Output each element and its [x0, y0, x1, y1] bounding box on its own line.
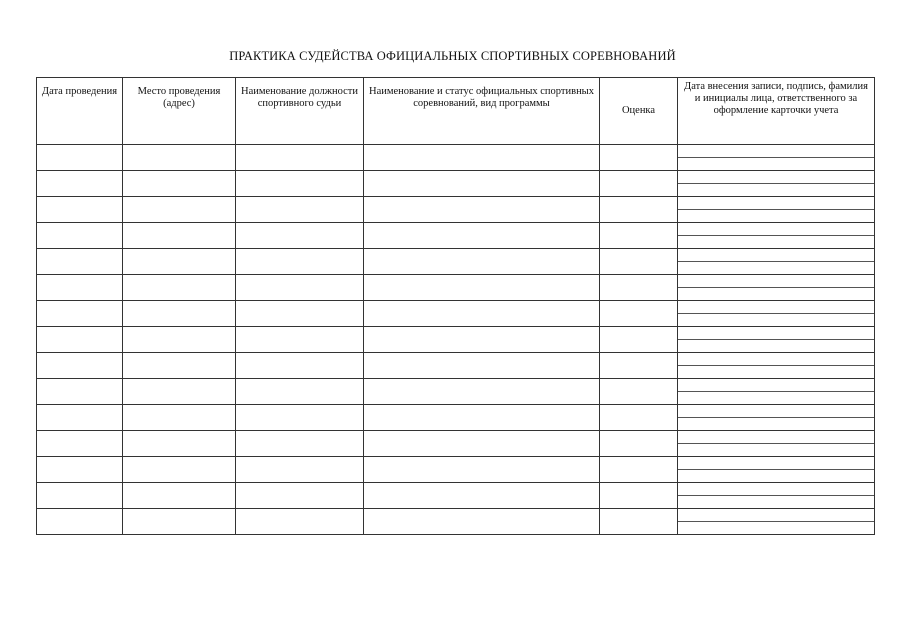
signature-line [678, 353, 874, 366]
cell-venue[interactable] [123, 249, 236, 275]
cell-date[interactable] [37, 197, 123, 223]
cell-grade[interactable] [600, 145, 678, 171]
signature-line [678, 431, 874, 444]
page-title: ПРАКТИКА СУДЕЙСТВА ОФИЦИАЛЬНЫХ СПОРТИВНЫХ СОРЕВНОВАНИЙ [229, 49, 676, 63]
table-row [37, 431, 875, 457]
signature-line [678, 288, 874, 300]
signature-line [678, 509, 874, 522]
signature-line [678, 197, 874, 210]
cell-venue[interactable] [123, 301, 236, 327]
cell-venue[interactable] [123, 275, 236, 301]
cell-venue[interactable] [123, 431, 236, 457]
cell-date[interactable] [37, 509, 123, 535]
table-row [37, 223, 875, 249]
table-row [37, 301, 875, 327]
cell-venue[interactable] [123, 379, 236, 405]
cell-judge-position[interactable] [236, 379, 364, 405]
cell-date[interactable] [37, 171, 123, 197]
cell-record-signature[interactable] [678, 301, 875, 327]
cell-competition[interactable] [364, 301, 600, 327]
cell-competition[interactable] [364, 249, 600, 275]
cell-date[interactable] [37, 405, 123, 431]
cell-competition[interactable] [364, 405, 600, 431]
cell-grade[interactable] [600, 483, 678, 509]
cell-grade[interactable] [600, 353, 678, 379]
cell-judge-position[interactable] [236, 457, 364, 483]
cell-judge-position[interactable] [236, 275, 364, 301]
table-row [37, 171, 875, 197]
table-row [37, 145, 875, 171]
cell-record-signature[interactable] [678, 405, 875, 431]
cell-record-signature[interactable] [678, 483, 875, 509]
column-header-grade: Оценка [600, 78, 678, 145]
signature-line [678, 184, 874, 196]
cell-grade[interactable] [600, 327, 678, 353]
cell-competition[interactable] [364, 353, 600, 379]
cell-date[interactable] [37, 457, 123, 483]
table-row [37, 483, 875, 509]
cell-record-signature[interactable] [678, 379, 875, 405]
table-row [37, 249, 875, 275]
cell-date[interactable] [37, 353, 123, 379]
signature-line [678, 522, 874, 534]
cell-record-signature[interactable] [678, 145, 875, 171]
cell-judge-position[interactable] [236, 327, 364, 353]
cell-venue[interactable] [123, 197, 236, 223]
cell-record-signature[interactable] [678, 509, 875, 535]
cell-date[interactable] [37, 275, 123, 301]
cell-date[interactable] [37, 145, 123, 171]
cell-record-signature[interactable] [678, 223, 875, 249]
cell-record-signature[interactable] [678, 171, 875, 197]
cell-grade[interactable] [600, 275, 678, 301]
cell-judge-position[interactable] [236, 483, 364, 509]
signature-line [678, 145, 874, 158]
signature-line [678, 444, 874, 456]
signature-line [678, 366, 874, 378]
cell-competition[interactable] [364, 171, 600, 197]
signature-line [678, 405, 874, 418]
cell-venue[interactable] [123, 171, 236, 197]
cell-grade[interactable] [600, 223, 678, 249]
cell-grade[interactable] [600, 249, 678, 275]
cell-record-signature[interactable] [678, 197, 875, 223]
signature-line [678, 418, 874, 430]
cell-grade[interactable] [600, 405, 678, 431]
signature-line [678, 340, 874, 352]
cell-competition[interactable] [364, 509, 600, 535]
cell-date[interactable] [37, 301, 123, 327]
signature-line [678, 236, 874, 248]
cell-venue[interactable] [123, 223, 236, 249]
cell-grade[interactable] [600, 171, 678, 197]
signature-line [678, 470, 874, 482]
cell-competition[interactable] [364, 327, 600, 353]
cell-venue[interactable] [123, 327, 236, 353]
cell-grade[interactable] [600, 301, 678, 327]
signature-line [678, 457, 874, 470]
cell-judge-position[interactable] [236, 509, 364, 535]
cell-grade[interactable] [600, 509, 678, 535]
cell-venue[interactable] [123, 145, 236, 171]
table-row [37, 457, 875, 483]
cell-competition[interactable] [364, 223, 600, 249]
cell-competition[interactable] [364, 145, 600, 171]
cell-date[interactable] [37, 327, 123, 353]
table-row [37, 197, 875, 223]
cell-judge-position[interactable] [236, 223, 364, 249]
cell-competition[interactable] [364, 197, 600, 223]
signature-line [678, 379, 874, 392]
cell-record-signature[interactable] [678, 353, 875, 379]
table-row [37, 405, 875, 431]
cell-grade[interactable] [600, 197, 678, 223]
cell-grade[interactable] [600, 431, 678, 457]
cell-competition[interactable] [364, 275, 600, 301]
signature-line [678, 392, 874, 404]
cell-competition[interactable] [364, 457, 600, 483]
signature-line [678, 210, 874, 222]
cell-grade[interactable] [600, 457, 678, 483]
table-header-row [37, 78, 875, 145]
column-header-date: Дата проведения [37, 78, 123, 145]
signature-line [678, 158, 874, 170]
cell-competition[interactable] [364, 483, 600, 509]
signature-line [678, 301, 874, 314]
table-row [37, 353, 875, 379]
signature-line [678, 483, 874, 496]
table-row [37, 327, 875, 353]
cell-record-signature[interactable] [678, 275, 875, 301]
signature-line [678, 275, 874, 288]
column-header-venue: Место проведения (адрес) [123, 78, 236, 145]
cell-judge-position[interactable] [236, 405, 364, 431]
cell-judge-position[interactable] [236, 301, 364, 327]
signature-line [678, 223, 874, 236]
table-row [37, 509, 875, 535]
cell-venue[interactable] [123, 405, 236, 431]
signature-line [678, 262, 874, 274]
judging-practice-table [36, 77, 875, 535]
signature-line [678, 327, 874, 340]
table-row [37, 275, 875, 301]
cell-date[interactable] [37, 249, 123, 275]
cell-judge-position[interactable] [236, 353, 364, 379]
cell-competition[interactable] [364, 379, 600, 405]
cell-judge-position[interactable] [236, 171, 364, 197]
cell-judge-position[interactable] [236, 249, 364, 275]
cell-judge-position[interactable] [236, 145, 364, 171]
column-header-record-signature: Дата внесения записи, подпись, фамилия и инициалы лица, ответственного за оформление карточки учета [678, 78, 875, 145]
table-body [37, 145, 875, 535]
cell-venue[interactable] [123, 483, 236, 509]
signature-line [678, 249, 874, 262]
cell-venue[interactable] [123, 509, 236, 535]
table-row [37, 379, 875, 405]
cell-venue[interactable] [123, 457, 236, 483]
signature-line [678, 314, 874, 326]
cell-date[interactable] [37, 379, 123, 405]
cell-grade[interactable] [600, 379, 678, 405]
cell-date[interactable] [37, 223, 123, 249]
cell-judge-position[interactable] [236, 431, 364, 457]
signature-line [678, 171, 874, 184]
cell-record-signature[interactable] [678, 249, 875, 275]
cell-record-signature[interactable] [678, 327, 875, 353]
cell-record-signature[interactable] [678, 431, 875, 457]
cell-date[interactable] [37, 483, 123, 509]
cell-venue[interactable] [123, 353, 236, 379]
column-header-judge-position: Наименование должности спортивного судьи [236, 78, 364, 145]
cell-date[interactable] [37, 431, 123, 457]
cell-competition[interactable] [364, 431, 600, 457]
cell-judge-position[interactable] [236, 197, 364, 223]
signature-line [678, 496, 874, 508]
cell-record-signature[interactable] [678, 457, 875, 483]
column-header-competition: Наименование и статус официальных спортивных соревнований, вид программы [364, 78, 600, 145]
